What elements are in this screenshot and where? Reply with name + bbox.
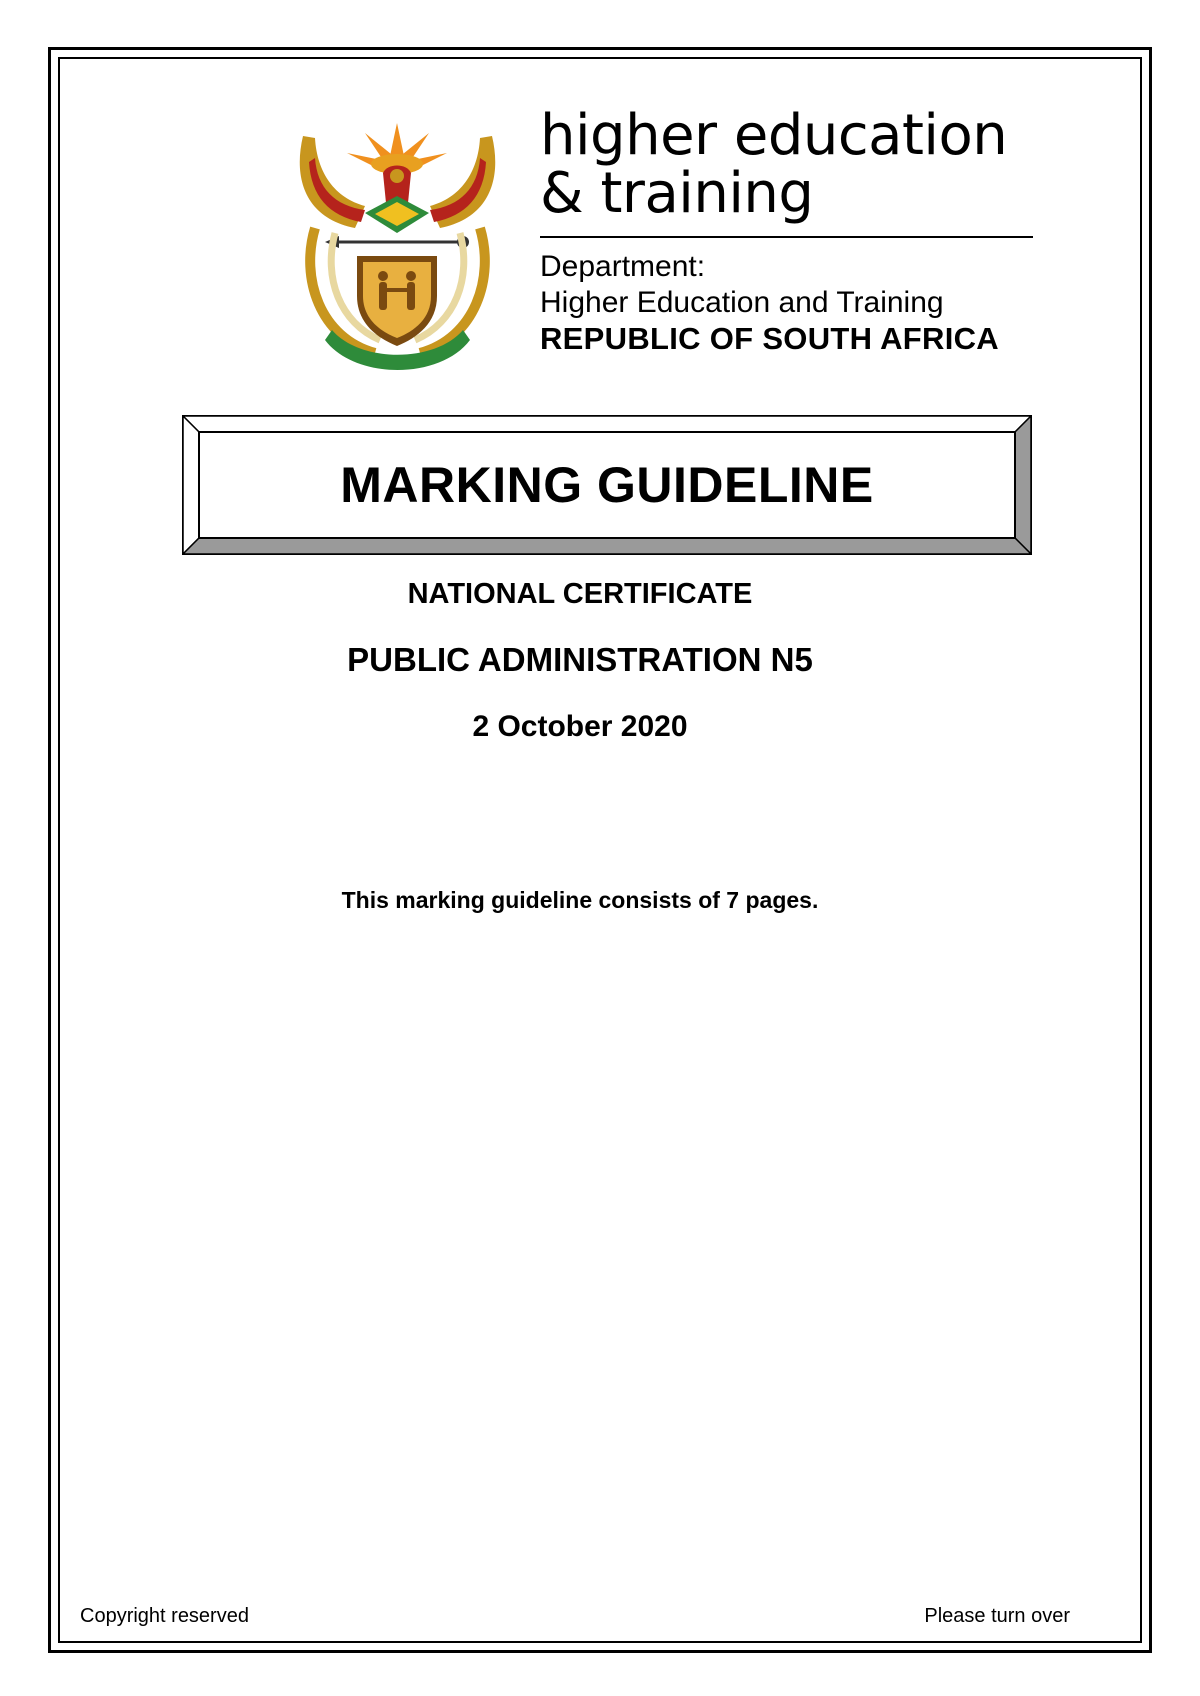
department-label: Department: <box>540 250 706 283</box>
certificate-heading: NATIONAL CERTIFICATE <box>407 578 753 610</box>
exam-date: 2 October 2020 <box>472 710 688 743</box>
footer-turn-over: Please turn over <box>924 1605 1070 1627</box>
document-type-title: MARKING GUIDELINE <box>340 457 874 513</box>
footer-copyright: Copyright reserved <box>80 1605 249 1627</box>
title-banner <box>182 415 1032 555</box>
department-name: Higher Education and Training <box>540 286 944 319</box>
country-name: REPUBLIC OF SOUTH AFRICA <box>540 321 999 356</box>
brand-divider <box>540 236 1033 238</box>
brand-title-line1: higher education <box>540 103 1008 168</box>
page-count-note: This marking guideline consists of 7 pages. <box>341 887 819 913</box>
coat-of-arms-icon <box>295 118 500 380</box>
subject-heading: PUBLIC ADMINISTRATION N5 <box>347 641 813 678</box>
brand-title-line2: & training <box>540 161 814 226</box>
